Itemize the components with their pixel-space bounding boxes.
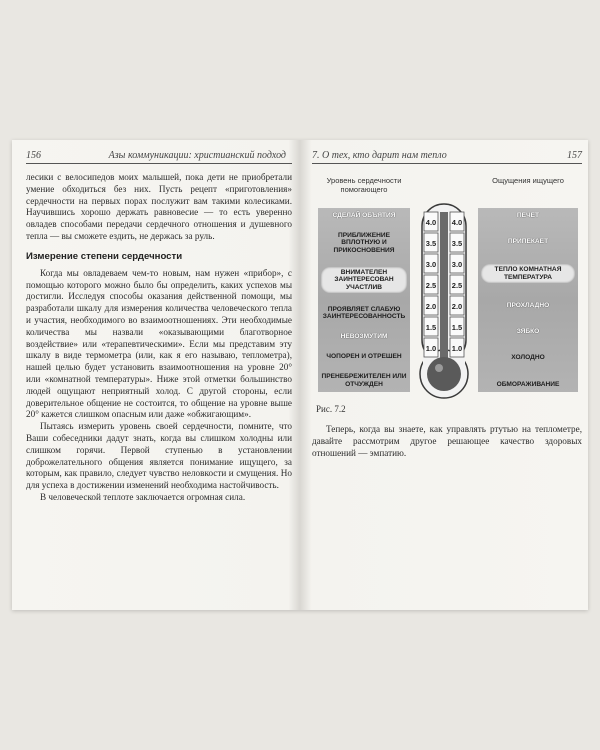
right-page bbox=[312, 150, 582, 605]
scale-label: 3.0 bbox=[425, 260, 437, 269]
right-page-header bbox=[312, 150, 582, 164]
scale-label: 4.0 bbox=[451, 218, 463, 227]
page-number-left: 156 bbox=[26, 150, 41, 161]
scale-label: 3.5 bbox=[425, 239, 437, 248]
feeling-item: ПЕЧЕТ bbox=[516, 212, 540, 219]
scale-label: 3.5 bbox=[451, 239, 463, 248]
section-title: Измерение степени сердечности bbox=[26, 250, 183, 262]
scale-label: 2.0 bbox=[425, 302, 437, 311]
left-page-header bbox=[26, 150, 292, 164]
feeling-item: ПРОХЛАДНО bbox=[506, 301, 550, 309]
scale-label: 1.5 bbox=[451, 323, 463, 332]
feeling-item: ХОЛОДНО bbox=[511, 354, 545, 362]
level-item: НЕВОЗМУТИМ bbox=[340, 333, 388, 341]
feeling-item: ОБМОРАЖИВАНИЕ bbox=[496, 380, 560, 388]
paragraph: Теперь, когда вы знаете, как управлять ртутью на теплометре, давайте рассмотрим другое решающее качество здоровых отношений — эмпатию. bbox=[312, 424, 582, 458]
running-head-left: Азы коммуникации: христианский подход bbox=[108, 150, 286, 161]
feeling-item-highlight: ТЕПЛО КОМНАТНАЯ ТЕМПЕРАТУРА bbox=[481, 264, 575, 283]
left-column-heading: Уровень сердечности помогающего bbox=[326, 176, 402, 194]
thermometer-icon bbox=[408, 202, 480, 402]
left-page-text bbox=[26, 172, 292, 504]
scale-label: 3.0 bbox=[451, 260, 463, 269]
running-head-right: 7. О тех, кто дарит нам тепло bbox=[312, 150, 447, 161]
level-item: СДЕЛАЙ ОБЪЯТИЯ bbox=[332, 212, 396, 219]
scale-label: 4.0 bbox=[425, 218, 437, 227]
scale-label: 2.0 bbox=[451, 302, 463, 311]
level-item: ПРОЯВЛЯЕТ СЛАБУЮ ЗАИНТЕРЕСОВАННОСТЬ bbox=[322, 305, 406, 321]
page-number-right: 157 bbox=[567, 150, 582, 161]
paragraph: лесики с велосипедов моих малышей, пока дети не приобретали умение обходиться без них. Пусть рецепт «приготовления» сердечности на первых порах послужит вам такими колесиками. Научившись хорошо держать равновесие — то есть уверенно овладев способами передачи сердечного отношения и душевного тепла — вы сможете ездить, не держась за руль. bbox=[26, 172, 292, 241]
book-spread bbox=[12, 140, 588, 610]
level-item: ЧОПОРЕН И ОТРЕШЕН bbox=[326, 353, 402, 361]
seeker-feelings-panel bbox=[478, 208, 578, 392]
right-column-heading: Ощущения ищущего bbox=[492, 176, 564, 185]
paragraph: Пытаясь измерить уровень своей сердечности, помните, что Ваши собеседники дадут знать, когда вы слишком холодны или слишком горячи. Первой ступенью в установлении доброжелательного общения является понимание ищущего, за которым, как правило, следует чувство неловкости и смущения. Но для успеха в достижении изменений необходима настойчивость. bbox=[26, 421, 292, 491]
thermometer-figure bbox=[312, 172, 582, 402]
feeling-item: ПРИПЕКАЕТ bbox=[507, 238, 549, 246]
level-item: ПРИБЛИЖЕНИЕ ВПЛОТНУЮ И ПРИКОСНОВЕНИЯ bbox=[333, 232, 395, 254]
feeling-item: ЗЯБКО bbox=[516, 328, 540, 336]
left-page bbox=[26, 150, 292, 605]
paragraph: В человеческой теплоте заключается огромная сила. bbox=[40, 491, 246, 502]
scale-label: 1.0 bbox=[425, 344, 437, 353]
figure-caption: Рис. 7.2 bbox=[316, 404, 346, 414]
scale-label: 1.5 bbox=[425, 323, 437, 332]
level-item-highlight: ВНИМАТЕЛЕН ЗАИНТЕРЕСОВАН УЧАСТЛИВ bbox=[321, 267, 407, 293]
scale-label: 2.5 bbox=[425, 281, 437, 290]
scale-label: 2.5 bbox=[451, 281, 463, 290]
helper-levels-panel bbox=[318, 208, 410, 392]
paragraph: Когда мы овладеваем чем-то новым, нам нужен «прибор», с помощью которого можно было бы определить, каких успехов мы достигли. Исследуя способы оказания действенной помощи, мы разработали шкалу для измерения количества человеческого тепла и участия, необходимого во взаимоотношениях. Эти необходимые количества мы назвали «оказывающими благотворное воздействие» или «терапевтическими». Если мы представим эту шкалу в виде термометра (или, как я его называю, теплометра), нашей целью будет установить взаимоотношения на уровне 20° или «комнатной температуры». Ниже этой отметки большинство людей ощущают неприятный холод. С другой стороны, если доверительное общение не состоится, то общение на уровне выше 20° кажется слишком опасным или даже «обжигающим». bbox=[26, 267, 292, 420]
right-page-text bbox=[312, 424, 582, 459]
scale-label: 1.0 bbox=[451, 344, 463, 353]
level-item: ПРЕНЕБРЕЖИТЕЛЕН ИЛИ ОТЧУЖДЕН bbox=[321, 373, 407, 388]
